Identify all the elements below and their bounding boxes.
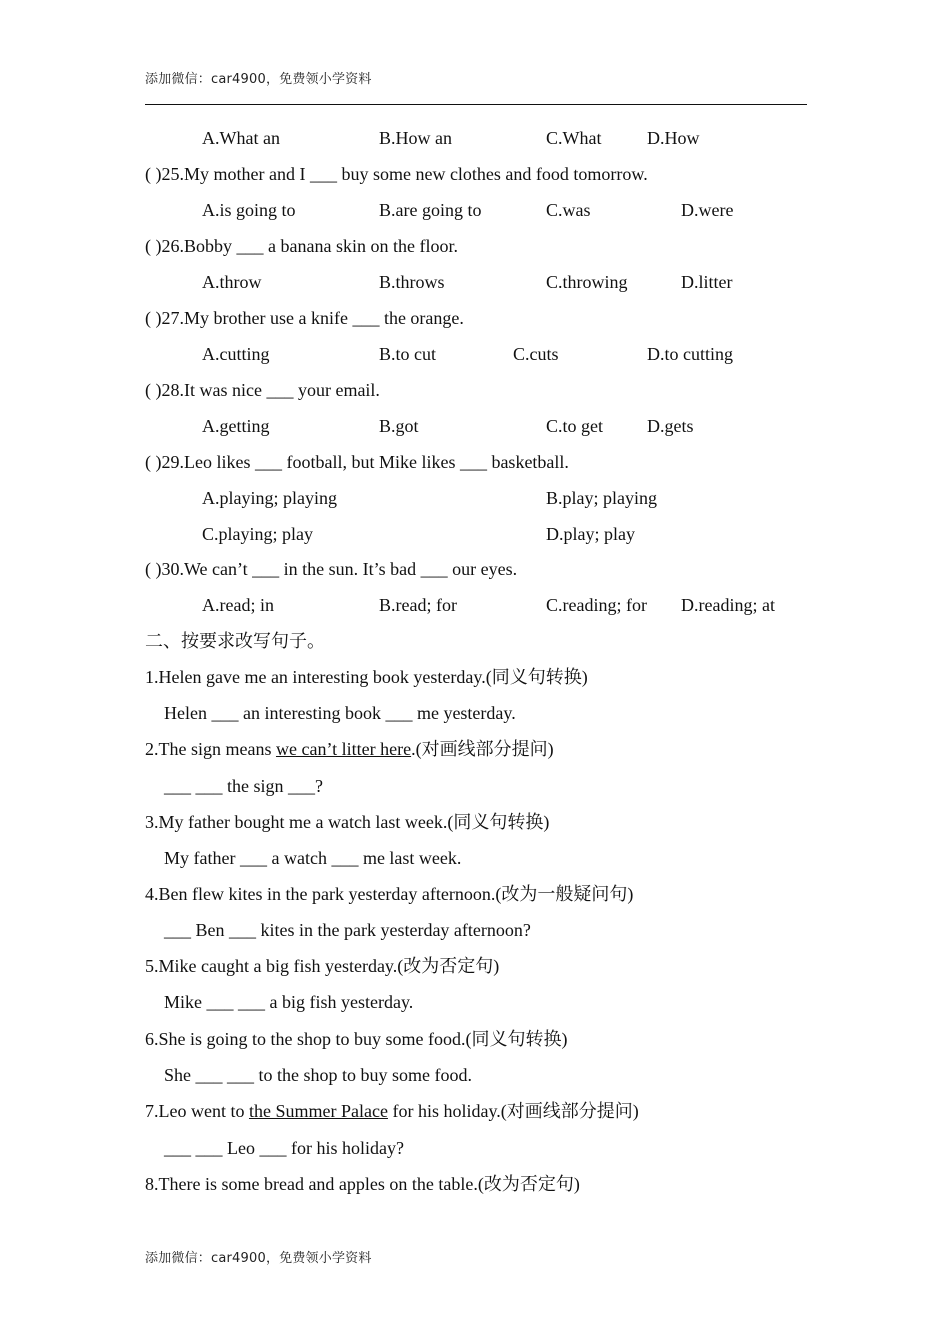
- q26-option-c: C.throwing: [546, 272, 628, 292]
- rewrite-2-question: [145, 738, 554, 760]
- page-header: 添加微信：car4900，免费领小学资料: [145, 72, 372, 87]
- q29-option-a: A.playing; playing: [202, 488, 337, 508]
- q25-option-b: B.are going to: [379, 200, 482, 220]
- q29-stem: ( )29.Leo likes ___ football, but Mike likes ___ basketball.: [145, 452, 569, 472]
- q25-stem: ( )25.My mother and I ___ buy some new clothes and food tomorrow.: [145, 164, 648, 184]
- q27-option-d: D.to cutting: [647, 344, 733, 364]
- rewrite-2-suffix: .(对画线部分提问): [411, 739, 554, 759]
- rewrite-3-answer-line: My father ___ a watch ___ me last week.: [164, 848, 462, 868]
- q30-option-b: B.read; for: [379, 595, 457, 615]
- q27-option-a: A.cutting: [202, 344, 270, 364]
- q30-option-d: D.reading; at: [681, 595, 775, 615]
- q24-option-d: D.How: [647, 128, 700, 148]
- rewrite-7-question: [145, 1100, 639, 1122]
- q27-stem: ( )27.My brother use a knife ___ the orange.: [145, 308, 464, 328]
- q28-option-d: D.gets: [647, 416, 694, 436]
- q25-option-c: C.was: [546, 200, 591, 220]
- rewrite-4-answer-line: ___ Ben ___ kites in the park yesterday afternoon?: [164, 920, 531, 940]
- rewrite-2-prefix: 2.The sign means: [145, 739, 276, 759]
- header-divider: [145, 104, 807, 105]
- q25-option-a: A.is going to: [202, 200, 296, 220]
- q29-option-c: C.playing; play: [202, 524, 313, 544]
- rewrite-7-underlined-part: the Summer Palace: [248, 1101, 388, 1121]
- q28-stem: ( )28.It was nice ___ your email.: [145, 380, 380, 400]
- rewrite-6-answer-line: She ___ ___ to the shop to buy some food.: [164, 1065, 472, 1085]
- rewrite-7-suffix: for his holiday.(对画线部分提问): [387, 1101, 639, 1121]
- rewrite-1-question: 1.Helen gave me an interesting book yesterday.(同义句转换): [145, 667, 588, 687]
- q26-option-a: A.throw: [202, 272, 262, 292]
- rewrite-7-prefix: 7.Leo went to: [145, 1101, 249, 1121]
- rewrite-7-answer-line: ___ ___ Leo ___ for his holiday?: [164, 1138, 404, 1158]
- rewrite-1-answer-line: Helen ___ an interesting book ___ me yesterday.: [164, 703, 516, 723]
- rewrite-2-answer-line: ___ ___ the sign ___?: [164, 776, 323, 796]
- rewrite-6-question: 6.She is going to the shop to buy some food.(同义句转换): [145, 1029, 568, 1049]
- q26-option-d: D.litter: [681, 272, 733, 292]
- q30-option-c: C.reading; for: [546, 595, 647, 615]
- q25-option-d: D.were: [681, 200, 734, 220]
- rewrite-8-question: 8.There is some bread and apples on the table.(改为否定句): [145, 1174, 580, 1194]
- q24-option-c: C.What: [546, 128, 602, 148]
- rewrite-3-question: 3.My father bought me a watch last week.(同义句转换): [145, 812, 550, 832]
- q26-stem: ( )26.Bobby ___ a banana skin on the floor.: [145, 236, 458, 256]
- q24-option-b: B.How an: [379, 128, 452, 148]
- rewrite-2-underlined-part: we can’t litter here: [275, 739, 412, 759]
- q28-option-b: B.got: [379, 416, 419, 436]
- rewrite-5-answer-line: Mike ___ ___ a big fish yesterday.: [164, 992, 414, 1012]
- q26-option-b: B.throws: [379, 272, 445, 292]
- q28-option-c: C.to get: [546, 416, 603, 436]
- rewrite-5-question: 5.Mike caught a big fish yesterday.(改为否定句): [145, 956, 500, 976]
- q27-option-c: C.cuts: [513, 344, 559, 364]
- q29-option-d: D.play; play: [546, 524, 635, 544]
- section-2-title: 二、按要求改写句子。: [145, 631, 325, 651]
- page-footer: 添加微信：car4900，免费领小学资料: [145, 1251, 372, 1266]
- q27-option-b: B.to cut: [379, 344, 436, 364]
- q29-option-b: B.play; playing: [546, 488, 657, 508]
- q30-stem: ( )30.We can’t ___ in the sun. It’s bad ___ our eyes.: [145, 559, 518, 579]
- rewrite-4-question: 4.Ben flew kites in the park yesterday afternoon.(改为一般疑问句): [145, 884, 634, 904]
- q24-option-a: A.What an: [202, 128, 280, 148]
- q28-option-a: A.getting: [202, 416, 270, 436]
- q30-option-a: A.read; in: [202, 595, 274, 615]
